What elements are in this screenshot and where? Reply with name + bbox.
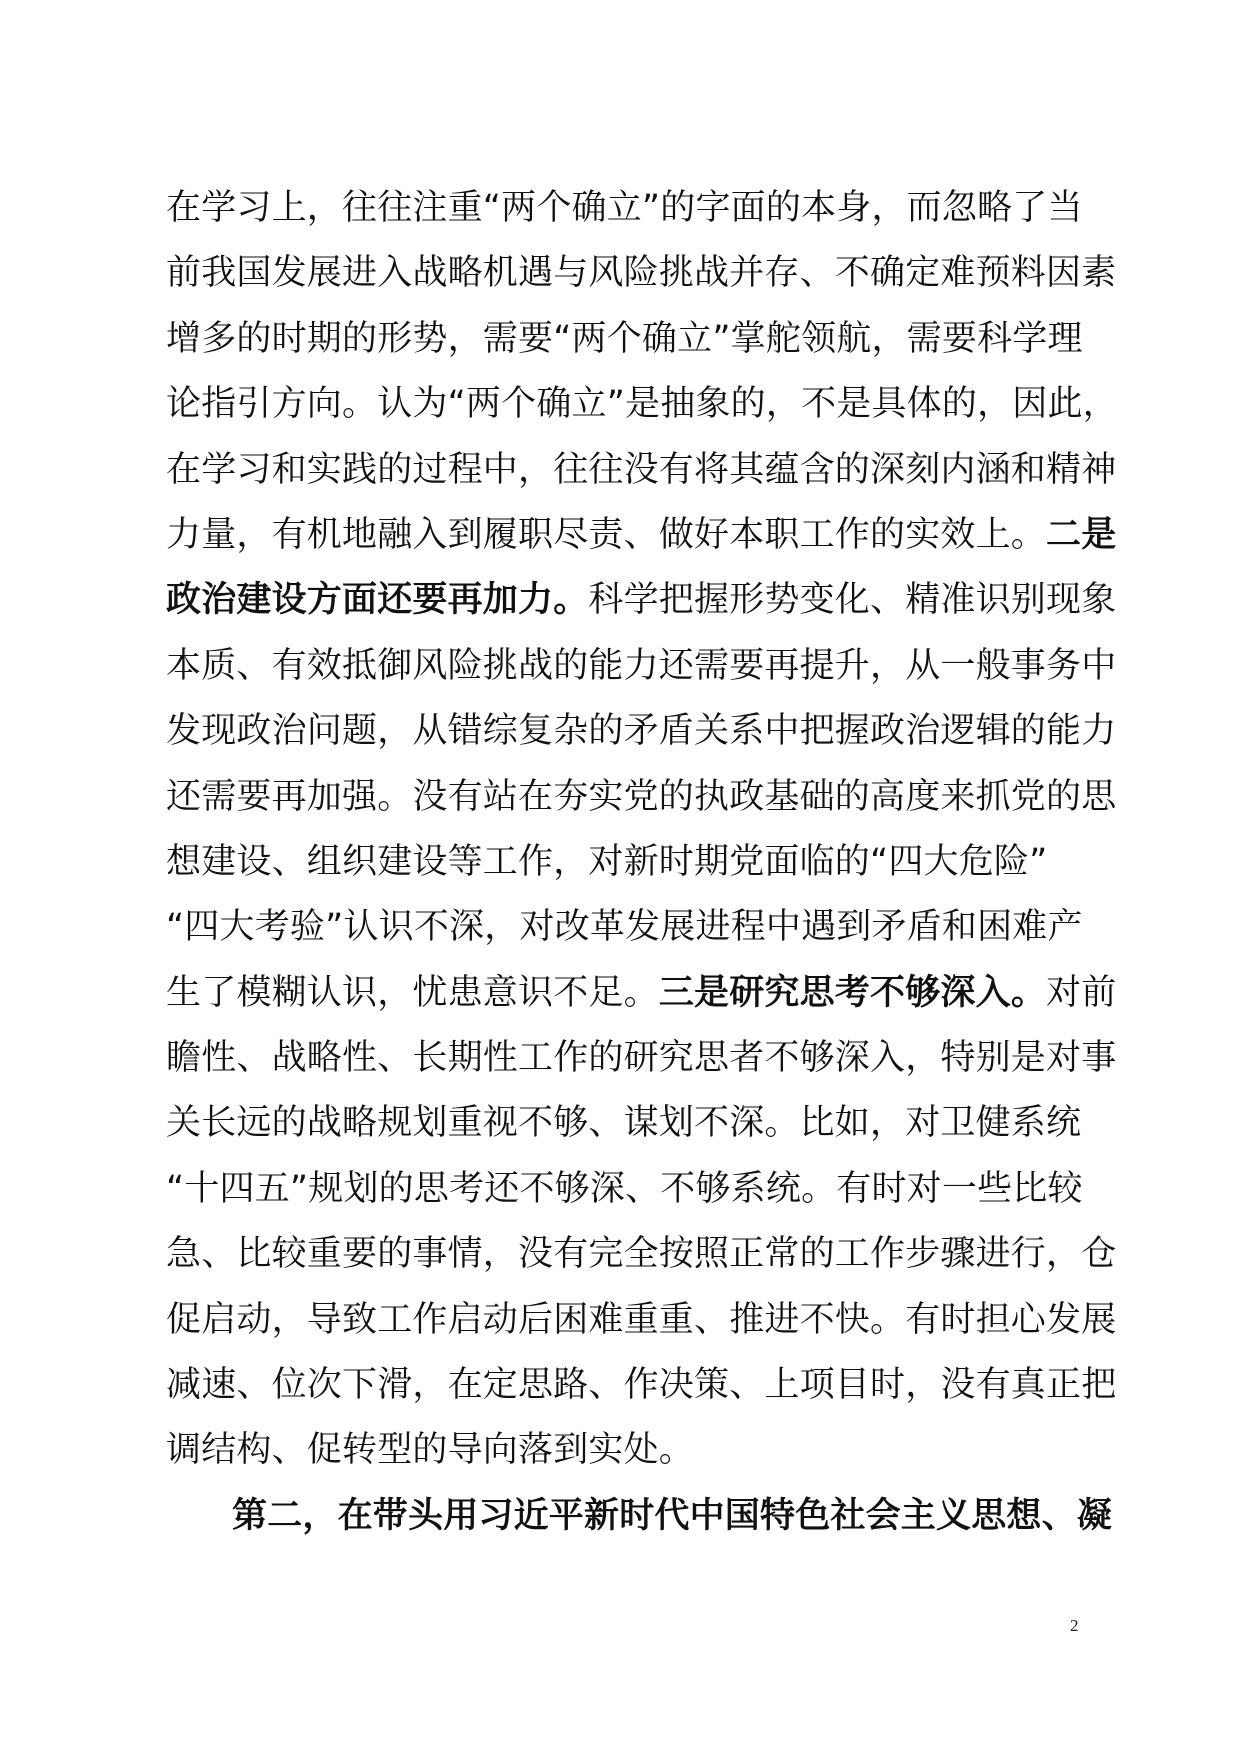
text-segment: 在学习和实践的过程中，往往没有将其蕴含的深刻内涵和精神 bbox=[166, 449, 1117, 490]
text-line bbox=[166, 1026, 1117, 1091]
text-line bbox=[166, 1222, 1117, 1287]
text-line bbox=[166, 961, 1117, 1026]
text-segment: 急、比较重要的事情，没有完全按照正常的工作步骤进行，仓 bbox=[166, 1234, 1117, 1275]
text-segment: “十四五”规划的思考还不够深、不够系统。有时对一些比较 bbox=[166, 1168, 1083, 1209]
bold-text-segment: 第二，在带头用习近平新时代中国特色社会主义思想、凝 bbox=[232, 1495, 1113, 1536]
text-line bbox=[166, 765, 1117, 830]
text-segment: 还需要再加强。没有站在夯实党的执政基础的高度来抓党的思 bbox=[166, 776, 1117, 817]
page-number: 2 bbox=[1070, 1616, 1079, 1635]
text-line bbox=[166, 634, 1117, 699]
text-segment: 本质、有效抵御风险挑战的能力还需要再提升，从一般事务中 bbox=[166, 645, 1117, 686]
text-segment: 发现政治问题，从错综复杂的矛盾关系中把握政治逻辑的能力 bbox=[166, 711, 1117, 752]
text-segment: 论指引方向。认为“两个确立”是抽象的，不是具体的，因此， bbox=[166, 384, 1118, 425]
bold-text-segment: 二是 bbox=[1046, 514, 1117, 555]
text-line bbox=[166, 372, 1118, 437]
text-segment: 调结构、促转型的导向落到实处。 bbox=[166, 1430, 695, 1471]
text-line bbox=[166, 307, 1096, 372]
text-segment: 前我国发展进入战略机遇与风险挑战并存、不确定难预料因素 bbox=[166, 253, 1117, 294]
text-line bbox=[166, 568, 1117, 633]
text-segment: 对前 bbox=[1046, 972, 1117, 1013]
text-segment: 关长远的战略规划重视不够、谋划不深。比如，对卫健系统 bbox=[166, 1103, 1082, 1144]
text-segment: 在学习上，往往注重“两个确立”的字面的本身，而忽略了当 bbox=[166, 188, 1083, 228]
body-text bbox=[166, 176, 1118, 1549]
bold-text-segment: 政治建设方面还要再加力。 bbox=[166, 580, 589, 621]
text-line bbox=[166, 176, 1096, 241]
text-segment: 促启动，导致工作启动后困难重重、推进不快。有时担心发展 bbox=[166, 1299, 1117, 1340]
text-line bbox=[166, 438, 1117, 503]
text-line bbox=[166, 1484, 1113, 1549]
text-line bbox=[166, 1091, 1096, 1156]
text-segment: 减速、位次下滑，在定思路、作决策、上项目时，没有真正把 bbox=[166, 1365, 1117, 1406]
bold-text-segment: 三是研究思考不够深入。 bbox=[658, 972, 1047, 1013]
text-line bbox=[166, 895, 1096, 960]
text-line bbox=[166, 1353, 1117, 1418]
text-segment: 想建设、组织建设等工作，对新时期党面临的“四大危险” bbox=[166, 841, 1048, 882]
text-line bbox=[166, 1288, 1117, 1353]
text-segment: 科学把握形势变化、精准识别现象 bbox=[588, 580, 1117, 621]
text-line bbox=[166, 1157, 1096, 1222]
text-line bbox=[166, 503, 1117, 568]
text-segment: “四大考验”认识不深，对改革发展进程中遇到矛盾和困难产 bbox=[166, 907, 1083, 948]
text-line bbox=[166, 241, 1117, 306]
text-segment: 瞻性、战略性、长期性工作的研究思者不够深入，特别是对事 bbox=[166, 1038, 1117, 1079]
text-line bbox=[166, 699, 1117, 764]
text-segment: 增多的时期的形势，需要“两个确立”掌舵领航，需要科学理 bbox=[166, 318, 1083, 359]
text-line bbox=[166, 830, 1096, 895]
text-segment: 力量，有机地融入到履职尽责、做好本职工作的实效上。 bbox=[166, 514, 1047, 555]
text-line bbox=[166, 1418, 1096, 1483]
text-segment: 生了模糊认识，忧患意识不足。 bbox=[166, 972, 659, 1013]
